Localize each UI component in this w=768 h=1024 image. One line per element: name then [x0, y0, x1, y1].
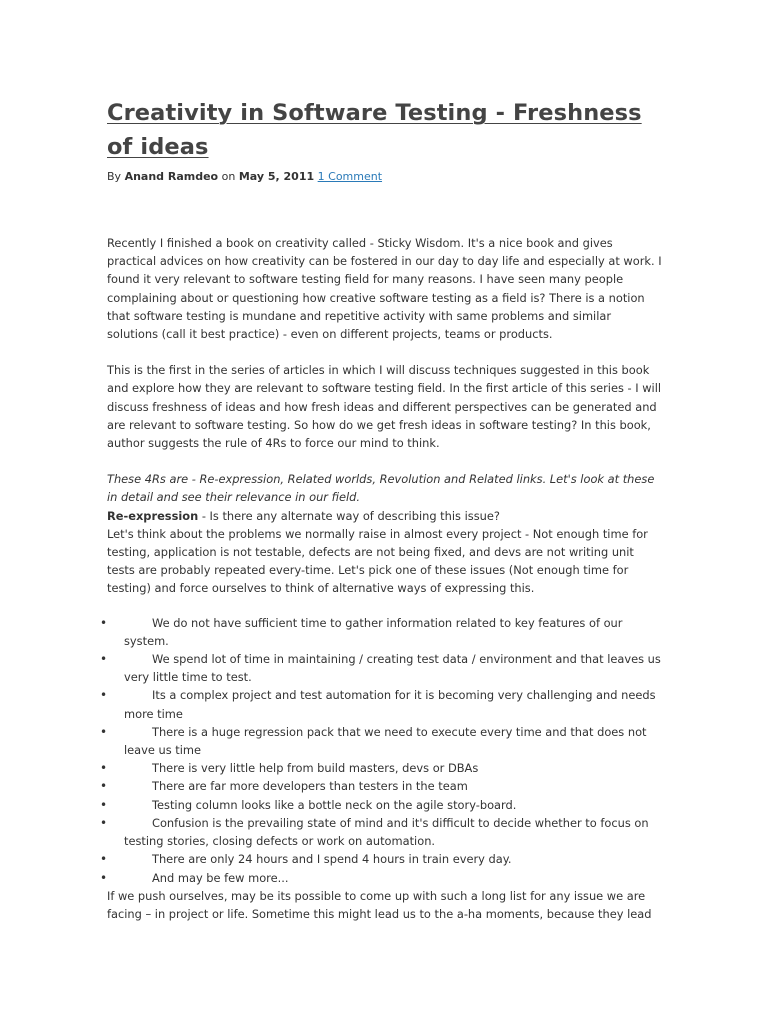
bullet-icon: • — [100, 815, 108, 830]
list-item: • Its a complex project and test automation for it is becoming very challenging and needs more time — [100, 688, 656, 721]
paragraph-intro: Recently I finished a book on creativity called - Sticky Wisdom. It's a nice book and gives practical advices on how creativity can be fostered in our day to day life and especially at work. I found it very relevant to software testing field for many reasons. I have seen many people complaining about or questioning how creative software testing as a field is? There is a notion that software testing is mundane and repetitive activity with same problems and similar solutions (call it best practice) - even on different projects, teams or products. — [107, 236, 662, 342]
list-item: • There is very little help from build masters, devs or DBAs — [107, 759, 663, 777]
bullet-icon: • — [100, 652, 108, 667]
list-item: • And may be few more... — [107, 869, 663, 887]
list-item: • There are far more developers than testers in the team — [107, 777, 663, 795]
paragraph-closing: If we push ourselves, may be its possible to come up with such a long list for any issue we are facing – in project or life. Sometime this might lead us to the a-ha moments, because they lead — [107, 888, 652, 921]
list-item: • We spend lot of time in maintaining / creating test data / environment and that leaves us very little time to test. — [100, 652, 661, 685]
comments-link[interactable]: 1 Comment — [317, 170, 383, 183]
reexpression-question: - Is there any alternate way of describing this issue? — [198, 508, 500, 523]
list-item: • There is a huge regression pack that we need to execute every time and that does not leave us time — [100, 724, 647, 758]
list-item: • We do not have sufficient time to gather information related to key features of our system. — [100, 615, 623, 648]
list-item: • Testing column looks like a bottle neck on the agile story-board. — [107, 796, 663, 814]
byline-on: on — [221, 170, 236, 183]
article-title[interactable]: Creativity in Software Testing - Freshness of ideas — [107, 100, 642, 160]
issue-list — [100, 614, 663, 887]
list-item: • There are only 24 hours and I spend 4 hours in train every day. — [107, 850, 663, 868]
paragraph-four-rs: These 4Rs are - Re-expression, Related worlds, Revolution and Related links. Let's look at these in detail and see their relevance in our field. — [107, 472, 655, 505]
bullet-icon: • — [100, 870, 108, 885]
paragraph-series: This is the first in the series of articles in which I will discuss techniques suggested in this book and explore how they are relevant to software testing field. In the first article of this series - I will discuss freshness of ideas and how fresh ideas and different perspectives can be generated and are relevant to software testing. So how do we get fresh ideas in software testing? In this book, author suggests the rule of 4Rs to force our mind to think. — [107, 363, 662, 451]
byline-by: By — [107, 170, 122, 183]
article — [100, 96, 663, 923]
bullet-icon: • — [100, 797, 108, 812]
reexpression-term: Re-expression — [107, 508, 199, 523]
reexpression-text: Let's think about the problems we normally raise in almost every project - Not enough time for testing, application is not testable, defects are not being fixed, and devs are not writing unit tests are probably repeated every-time. Let's pick one of these issues (Not enough time for testing) and force ourselves to think of alternative ways of expressing this. — [107, 526, 648, 596]
list-item: • Confusion is the prevailing state of mind and it's difficult to decide whether to focus on testing stories, closing defects or work on automation. — [100, 815, 649, 849]
publish-date: May 5, 2011 — [238, 170, 315, 183]
author-name: Anand Ramdeo — [124, 170, 219, 183]
bullet-icon: • — [100, 615, 108, 630]
bullet-icon: • — [100, 688, 108, 703]
bullet-icon: • — [100, 779, 108, 794]
reexpression-section — [107, 507, 663, 598]
bullet-icon: • — [100, 724, 108, 739]
bullet-icon: • — [100, 761, 108, 776]
byline — [107, 169, 663, 184]
bullet-icon: • — [100, 852, 108, 867]
